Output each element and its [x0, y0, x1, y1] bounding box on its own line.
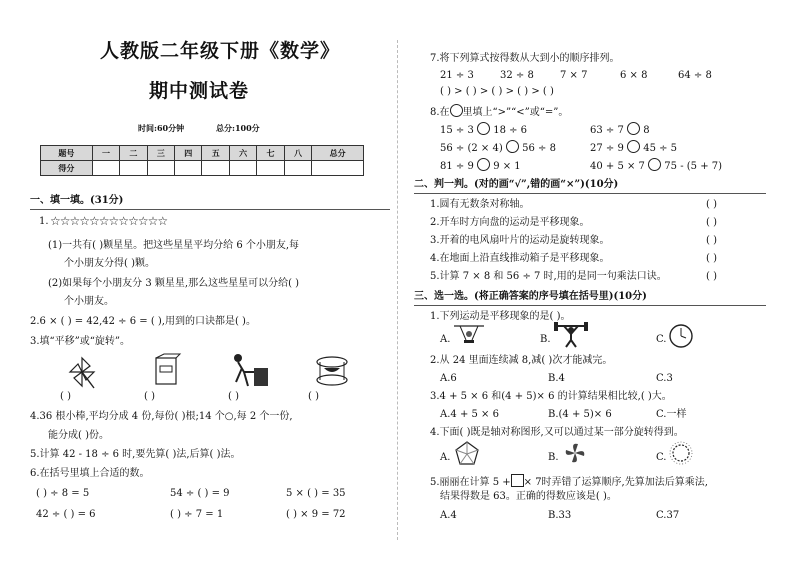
q3: 3.填“平移”或“旋转”。	[30, 336, 130, 347]
choice-q5	[430, 474, 708, 488]
section-rule	[414, 305, 766, 306]
sun-shape-icon	[668, 440, 694, 466]
choice-q3: 3.4 + 5 × 6 和(4 + 5)× 6 的计算结果相比较,( )大。	[430, 391, 672, 402]
answer-paren[interactable]: ( )	[706, 217, 717, 228]
q8-tail: 里填上“>”“<”或“=”。	[462, 107, 569, 118]
pentagon-icon	[454, 440, 480, 466]
compare-circle[interactable]	[627, 122, 640, 135]
q6-item: 42 ÷ ( ) = 6	[36, 509, 96, 520]
table-header-cell: 二	[120, 146, 147, 161]
score-info: 总分:100分	[216, 123, 260, 133]
option-b[interactable]: B.33	[548, 510, 572, 521]
table-header-cell: 三	[147, 146, 174, 161]
section-rule	[414, 193, 766, 194]
table-header-cell: 四	[175, 146, 202, 161]
judge-item: 5.计算 7 × 8 和 56 ÷ 7 时,用的是同一句乘法口诀。	[430, 271, 667, 282]
score-cell[interactable]	[229, 161, 256, 176]
answer-paren[interactable]: ( )	[706, 199, 717, 210]
q6-item: ( ) ÷ 7 = 1	[170, 509, 224, 520]
choice-q4: 4.下面( )既是轴对称图形,又可以通过某一部分旋转得到。	[430, 427, 684, 438]
q7-expr: 64 ÷ 8	[678, 70, 712, 81]
part3-heading: 三、选一选。(将正确答案的序号填在括号里)(10分)	[414, 291, 647, 302]
q3-blank-4[interactable]: ( )	[308, 391, 319, 402]
q8-item: 63 ÷ 7 8	[590, 122, 650, 136]
q7-expr: 32 ÷ 8	[500, 70, 534, 81]
person-pushing-box-icon	[228, 352, 272, 390]
section-rule	[30, 209, 390, 210]
pinwheel-shape-icon	[562, 440, 588, 466]
q6-item: ( ) ÷ 8 = 5	[36, 488, 90, 499]
option-a[interactable]: A.4 + 5 × 6	[440, 409, 499, 420]
judge-item: 3.开着的电风扇叶片的运动是旋转现象。	[430, 235, 610, 246]
option-c[interactable]: C.3	[656, 373, 673, 384]
q8-item: 40 + 5 × 7 75 - (5 + 7)	[590, 158, 722, 172]
q2: 2.6 × ( ) = 42,42 ÷ 6 = ( ),用到的口诀都是( )。	[30, 316, 256, 327]
q4-cont: 能分成( )份。	[48, 430, 109, 441]
score-cell[interactable]	[202, 161, 229, 176]
page-title: 人教版二年级下册《数学》	[100, 40, 341, 62]
option-a[interactable]: A.4	[440, 510, 457, 521]
q3-blank-1[interactable]: ( )	[60, 391, 71, 402]
option-b[interactable]: B.	[548, 452, 559, 463]
q3-blank-2[interactable]: ( )	[144, 391, 155, 402]
q6-item: ( ) × 9 = 72	[286, 509, 346, 520]
circle-icon	[450, 104, 463, 117]
column-divider	[397, 40, 398, 540]
score-cell[interactable]	[257, 161, 284, 176]
q1-stars: ☆☆☆☆☆☆☆☆☆☆☆☆	[50, 214, 168, 228]
table-header-cell: 六	[229, 146, 256, 161]
q8-item: 81 ÷ 9 9 × 1	[440, 158, 521, 172]
q7-expr: 21 ÷ 3	[440, 70, 474, 81]
part1-heading: 一、填一填。(31分)	[30, 195, 124, 206]
q7-expr: 6 × 8	[620, 70, 648, 81]
table-header-cell: 一	[92, 146, 119, 161]
q8	[430, 104, 568, 118]
part2-heading: 二、判一判。(对的画“√”,错的画“×”)(10分)	[414, 179, 619, 190]
q4: 4.36 根小棒,平均分成 4 份,每份( )根;14 个○,每 2 个一份,	[30, 411, 293, 422]
q6-item: 5 × ( ) = 35	[286, 488, 346, 499]
compare-circle[interactable]	[627, 140, 640, 153]
option-c[interactable]: C.37	[656, 510, 680, 521]
option-a[interactable]: A.6	[440, 373, 457, 384]
table-header-cell: 八	[284, 146, 311, 161]
choice-q1: 1.下列运动是平移现象的是( )。	[430, 311, 571, 322]
q7-expr: 7 × 7	[560, 70, 588, 81]
answer-paren[interactable]: ( )	[706, 235, 717, 246]
score-cell[interactable]	[284, 161, 311, 176]
option-b[interactable]: B.	[540, 334, 551, 345]
score-row-label: 得分	[41, 161, 93, 176]
q6-item: 54 ÷ ( ) = 9	[170, 488, 230, 499]
judge-item: 1.圆有无数条对称轴。	[430, 199, 530, 210]
choice-q2: 2.从 24 里面连续减 8,减( )次才能减完。	[430, 355, 613, 366]
compare-circle[interactable]	[477, 158, 490, 171]
table-header-cell: 总分	[312, 146, 364, 161]
option-c[interactable]: C.一样	[656, 409, 687, 420]
q1-part-a: (1)一共有( )颗星星。把这些星星平均分给 6 个小朋友,每	[48, 240, 300, 251]
q8-item: 27 ÷ 9 45 ÷ 5	[590, 140, 677, 154]
table-header-cell: 题号	[41, 146, 93, 161]
choice-q5-lead: 5.丽丽在计算 5 +	[430, 477, 511, 488]
square-box-icon	[511, 474, 524, 487]
score-cell[interactable]	[175, 161, 202, 176]
option-c[interactable]: C.	[656, 334, 667, 345]
q1-part-b-cont: 个小朋友。	[64, 296, 114, 307]
q8-item: 15 ÷ 3 18 ÷ 6	[440, 122, 527, 136]
swing-icon	[452, 322, 486, 348]
score-cell[interactable]	[92, 161, 119, 176]
score-table	[40, 145, 364, 176]
q8-lead: 8.在	[430, 107, 450, 118]
choice-q5-cont: 结果得数是 63。正确的得数应该是( )。	[440, 491, 617, 502]
pinwheel-icon	[64, 354, 100, 390]
drawer-icon	[150, 352, 184, 390]
score-cell[interactable]	[120, 161, 147, 176]
q8-item: 56 ÷ (2 × 4) 56 ÷ 8	[440, 140, 556, 154]
choice-q5-mid: × 7时弄错了运算顺序,先算加法后算乘法,	[523, 477, 708, 488]
answer-paren[interactable]: ( )	[706, 271, 717, 282]
q3-blank-3[interactable]: ( )	[228, 391, 239, 402]
q6: 6.在括号里填上合适的数。	[30, 468, 150, 479]
page-subtitle: 期中测试卷	[149, 80, 250, 102]
q5: 5.计算 42 - 18 ÷ 6 时,要先算( )法,后算( )法。	[30, 449, 241, 460]
judge-item: 2.开车时方向盘的运动是平移现象。	[430, 217, 590, 228]
table-header-cell: 七	[257, 146, 284, 161]
time-info: 时间:60分钟	[138, 123, 185, 133]
compare-circle[interactable]	[477, 122, 490, 135]
q7-order-blanks[interactable]: ( ) > ( ) > ( ) > ( ) > ( )	[440, 86, 554, 97]
answer-paren[interactable]: ( )	[706, 253, 717, 264]
q1-number: 1.	[39, 216, 49, 227]
compare-circle[interactable]	[648, 158, 661, 171]
q7: 7.将下列算式按得数从大到小的顺序排列。	[430, 53, 620, 64]
option-c[interactable]: C.	[656, 452, 667, 463]
q1-part-b: (2)如果每个小朋友分 3 颗星星,那么这些星星可以分给( )	[48, 278, 300, 289]
option-a[interactable]: A.	[440, 334, 451, 345]
revolving-door-icon	[312, 352, 352, 390]
clock-icon	[668, 323, 694, 349]
score-cell[interactable]	[312, 161, 364, 176]
option-b[interactable]: B.4	[548, 373, 565, 384]
table-header-cell: 五	[202, 146, 229, 161]
q1-part-a-cont: 个小朋友分得( )颗。	[64, 258, 155, 269]
option-a[interactable]: A.	[440, 452, 451, 463]
option-b[interactable]: B.(4 + 5)× 6	[548, 409, 612, 420]
compare-circle[interactable]	[506, 140, 519, 153]
judge-item: 4.在地面上沿直线推动箱子是平移现象。	[430, 253, 610, 264]
weightlifter-icon	[554, 320, 588, 348]
score-cell[interactable]	[147, 161, 174, 176]
